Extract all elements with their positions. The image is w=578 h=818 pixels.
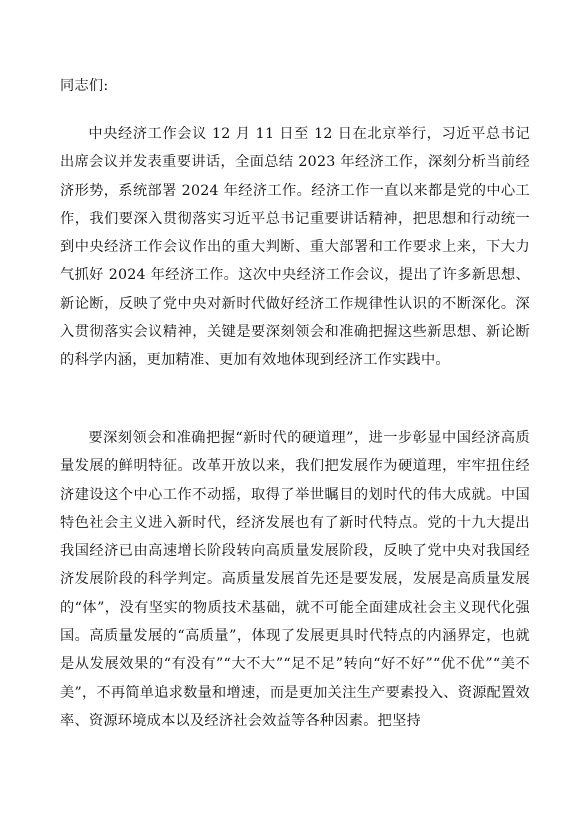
paragraph-meeting-overview: 中央经济工作会议 12 月 11 日至 12 日在北京举行，习近平总书记出席会议并发表重要讲话，全面总结 2023 年经济工作，深刻分析当前经济形势，系统部署 2024 年经济工作。经济工作一直以来都是党的中心工作，我们要深入贯彻落实习近平总书记重要讲话精神，把思想和行动统一到中央经济工作会议作出的重大判断、重大部署和工作要求上来，下大力气抓好 2024 年经济工作。这次中央经济工作会议，提出了许多新思想、新论断，反映了党中央对新时代做好经济工作规律性认识的不断深化。深入贯彻落实会议精神，关键是要深刻领会和准确把握这些新思想、新论断的科学内涵，更加精准、更加有效地体现到经济工作实践中。 [60, 126, 530, 369]
paragraph-high-quality-development: 要深刻领会和准确把握“新时代的硬道理”，进一步彰显中国经济高质量发展的鲜明特征。改革开放以来，我们把发展作为硬道理，牢牢扭住经济建设这个中心工作不动摇，取得了举世瞩目的划时代的伟大成就。中国特色社会主义进入新时代，经济发展也有了新时代特点。党的十九大提出我国经济已由高速增长阶段转向高质量发展阶段，反映了党中央对我国经济发展阶段的科学判定。高质量发展首先还是要发展，发展是高质量发展的“体”，没有坚实的物质技术基础，就不可能全面建成社会主义现代化强国。高质量发展的“高质量”，体现了发展更具时代特点的内涵界定，也就是从发展效果的“有没有”“大不大”“足不足”转向“好不好”“优不优”“美不美”，不再简单追求数量和增速，而是更加关注生产要素投入、资源配置效率、资源环境成本以及经济社会效益等各种因素。把坚持 [60, 430, 530, 729]
salutation: 同志们: [60, 78, 109, 94]
